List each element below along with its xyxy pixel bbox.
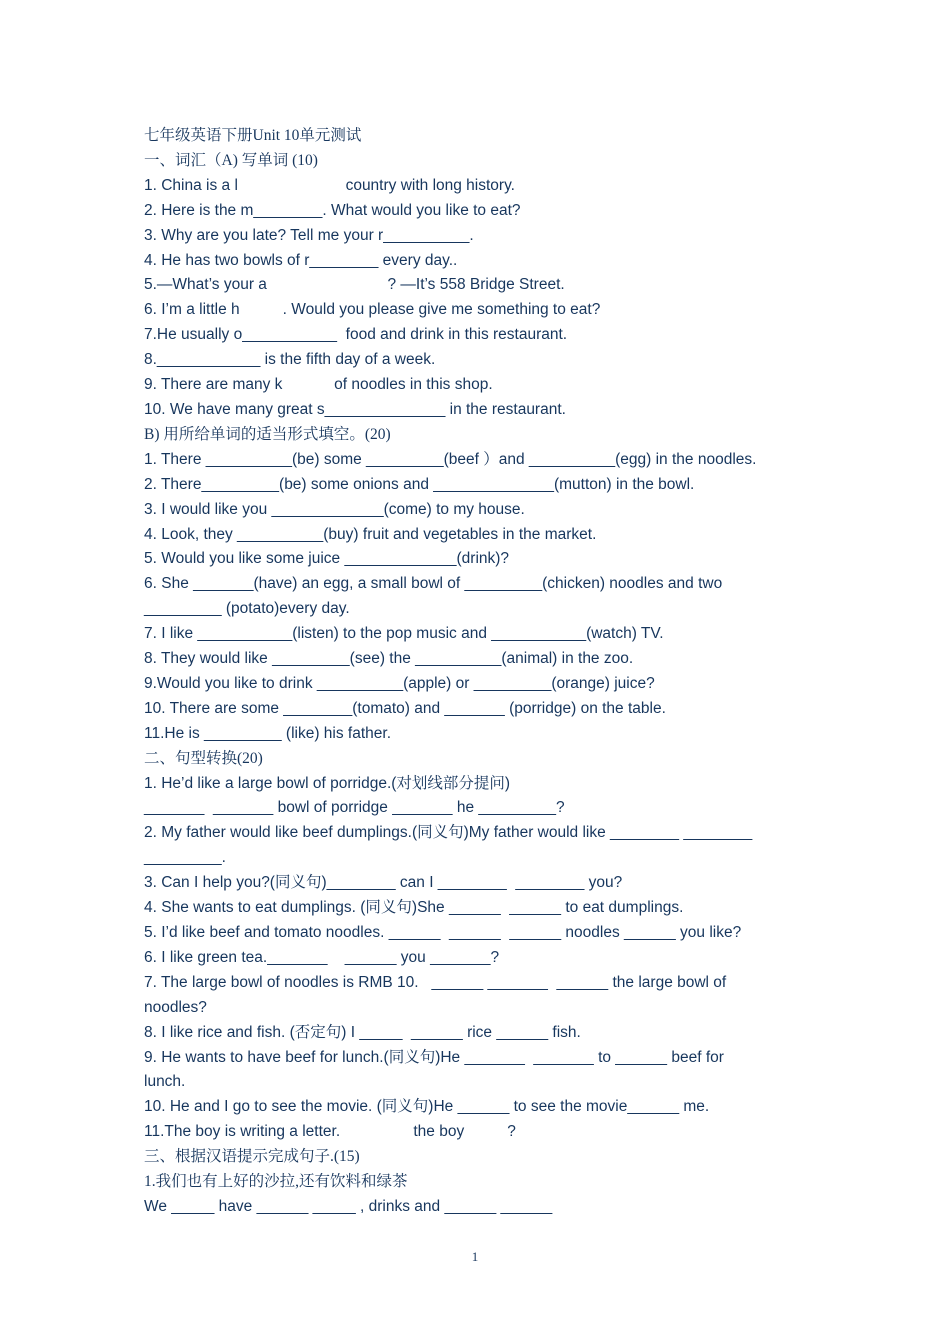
sentence-transform-item: 5. I’d like beef and tomato noodles. ______ ______ ______ noodles ______ you like? xyxy=(144,924,742,941)
sentence-transform-item: 2. My father would like beef dumplings.(同义句)My father would like ________ ________ xyxy=(144,824,753,842)
sentence-transform-item: 10. He and I go to see the movie. (同义句)He ______ to see the movie______ me. xyxy=(144,1098,710,1116)
vocab-item: 3. Why are you late? Tell me your r__________. xyxy=(144,226,474,244)
sentence-transform-item: 11.The boy is writing a letter. the boy ? xyxy=(144,1123,516,1141)
section-heading-word-forms: B) 用所给单词的适当形式填空。(20) xyxy=(144,425,391,443)
sentence-transform-item: 8. I like rice and fish. (否定句) I _____ ______ rice ______ fish. xyxy=(144,1023,581,1041)
word-form-item: 8. They would like _________(see) the __________(animal) in the zoo. xyxy=(144,650,634,668)
sentence-transform-item: 4. She wants to eat dumplings. (同义句)She ______ ______ to eat dumplings. xyxy=(144,899,684,917)
vocab-item: 9. There are many k of noodles in this shop. xyxy=(144,376,493,394)
document-body xyxy=(144,124,824,1220)
complete-sentence-item: We _____ have ______ _____ , drinks and ______ ______ xyxy=(144,1197,553,1215)
vocab-item: 6. I’m a little h . Would you please give me something to eat? xyxy=(144,301,601,319)
vocab-item: 8.____________ is the fifth day of a week. xyxy=(144,351,436,369)
complete-sentence-prompt: 1.我们也有上好的沙拉,还有饮料和绿茶 xyxy=(144,1173,408,1191)
sentence-transform-item: 6. I like green tea._______ ______ you _______? xyxy=(144,948,500,966)
word-form-item: _________ (potato)every day. xyxy=(144,600,350,618)
sentence-transform-item: 1. He’d like a large bowl of porridge.(对划线部分提问) xyxy=(144,774,511,792)
word-form-item: 6. She _______(have) an egg, a small bowl of _________(chicken) noodles and two xyxy=(144,575,723,593)
word-form-item: 2. There_________(be) some onions and ______________(mutton) in the bowl. xyxy=(144,475,695,493)
word-form-item: 5. Would you like some juice _____________(drink)? xyxy=(144,550,510,568)
word-form-item: 1. There __________(be) some _________(beef ）and __________(egg) in the noodles. xyxy=(144,450,757,468)
sentence-transform-item: _________. xyxy=(144,849,226,867)
vocab-item: 10. We have many great s______________ in the restaurant. xyxy=(144,400,566,418)
sentence-transform-item: 3. Can I help you?(同义句)________ can I ________ ________ you? xyxy=(144,874,623,892)
document-title: 七年级英语下册Unit 10单元测试 xyxy=(144,127,362,144)
vocab-item: 7.He usually o___________ food and drink in this restaurant. xyxy=(144,326,568,344)
section-heading-complete-sentences: 三、根据汉语提示完成句子.(15) xyxy=(144,1148,360,1166)
word-form-item: 4. Look, they __________(buy) fruit and vegetables in the market. xyxy=(144,525,597,543)
vocab-item: 1. China is a l country with long history. xyxy=(144,176,515,194)
sentence-transform-item: 7. The large bowl of noodles is RMB 10. ______ _______ ______ the large bowl of xyxy=(144,973,727,991)
sentence-transform-item: _______ _______ bowl of porridge _______ he _________? xyxy=(144,799,565,817)
vocab-item: 2. Here is the m________. What would you like to eat? xyxy=(144,201,521,219)
word-form-item: 7. I like ___________(listen) to the pop music and ___________(watch) TV. xyxy=(144,625,664,643)
page-number: 1 xyxy=(471,1249,479,1264)
sentence-transform-item: lunch. xyxy=(144,1073,186,1091)
word-form-item: 3. I would like you _____________(come) to my house. xyxy=(144,500,525,518)
word-form-item: 11.He is _________ (like) his father. xyxy=(144,724,392,742)
sentence-transform-item: noodles? xyxy=(144,998,207,1016)
vocab-item: 4. He has two bowls of r________ every day.. xyxy=(144,251,458,269)
section-heading-vocabulary: 一、词汇（A) 写单词 (10) xyxy=(144,151,318,169)
word-form-item: 9.Would you like to drink __________(apple) or _________(orange) juice? xyxy=(144,674,655,692)
vocab-item: 5.—What’s your a ? —It’s 558 Bridge Street. xyxy=(144,276,565,294)
sentence-transform-item: 9. He wants to have beef for lunch.(同义句)He _______ _______ to ______ beef for xyxy=(144,1048,724,1066)
word-form-item: 10. There are some ________(tomato) and _______ (porridge) on the table. xyxy=(144,699,666,717)
section-heading-sentence-transform: 二、句型转换(20) xyxy=(144,749,263,767)
